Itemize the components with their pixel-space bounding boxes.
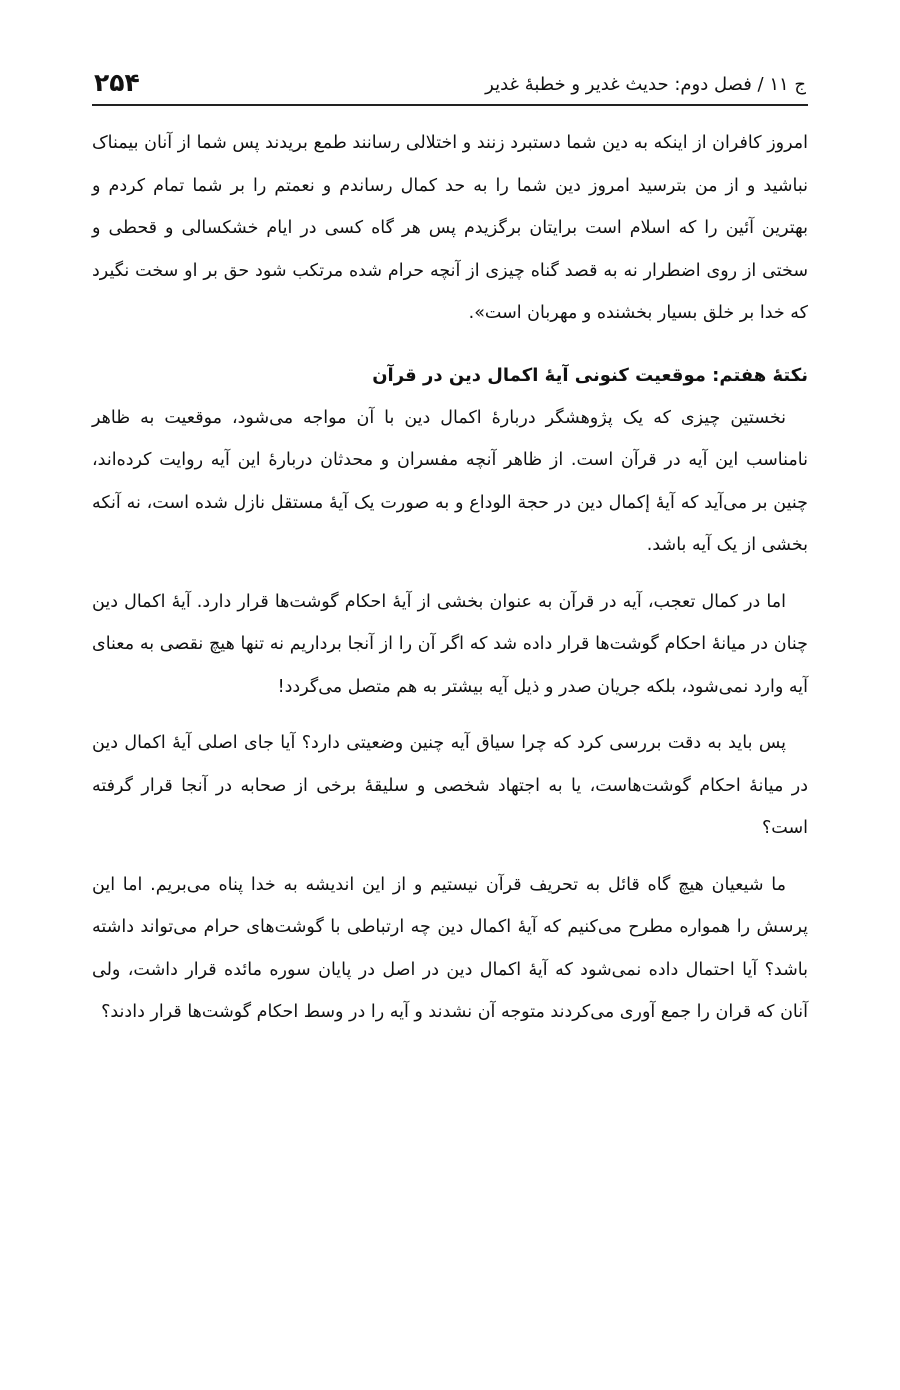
paragraph: اما در کمال تعجب، آیه در قرآن به عنوان بخشی از آیهٔ احکام گوشت‌ها قرار دارد. آیهٔ اکمال دین چنان در میانهٔ احکام گوشت‌ها قرار داده شد که اگر آن را از آنجا برداریم نه تنها هیچ نقصی به معنای آیه وارد نمی‌شود، بلکه جریان صدر و ذیل آیه بیشتر به هم متصل می‌گردد!: [92, 591, 808, 697]
page-number: ۲۵۴: [94, 68, 140, 97]
paragraph-quote-continuation: امروز کافران از اینکه به دین شما دستبرد زنند و اختلالی رسانند طمع بریدند پس شما از آنان بیمناک نباشید و از من بترسید امروز دین شما را به حد کمال رساندم و نعمتم را بر شما تمام کردم و بهترین آئین را که اسلام است برایتان برگزیدم پس هر گاه کسی در ایام خشکسالی و قحطی و سختی از روی اضطرار نه به قصد گناه چیزی از آنچه حرام شده مرتکب شود حق بر او سخت نگیرد که خدا بر خلق بسیار بخشنده و مهربان است».: [92, 133, 808, 323]
section-heading: نکتهٔ هفتم: موقعیت کنونی آیهٔ اکمال دین در قرآن: [372, 364, 808, 386]
paragraph: پس باید به دقت بررسی کرد که چرا سیاق آیه چنین وضعیتی دارد؟ آیا جای اصلی آیهٔ اکمال دین در میانهٔ احکام گوشت‌هاست، یا به اجتهاد شخصی و سلیقهٔ برخی از صحابه در آنجا قرار گرفته است؟: [92, 733, 808, 838]
book-page: [92, 60, 808, 1360]
page-content: [92, 122, 808, 1034]
page-header: [92, 60, 808, 106]
running-title: ج ۱۱ / فصل دوم: حدیث غدیر و خطبهٔ غدیر: [485, 74, 806, 95]
paragraph: ما شیعیان هیچ گاه قائل به تحریف قرآن نیستیم و از این اندیشه به خدا پناه می‌بریم. اما این پرسش را همواره مطرح می‌کنیم که آیهٔ اکمال دین چه ارتباطی با گوشت‌های حرام می‌تواند داشته باشد؟ آیا احتمال داده نمی‌شود که آیهٔ اکمال دین در اصل در پایان سوره مائده قرار داشت، ولی آنان که قران را جمع آوری می‌کردند متوجه آن نشدند و آیه را در وسط احکام گوشت‌ها قرار دادند؟: [92, 874, 808, 1022]
paragraph: نخستین چیزی که یک پژوهشگر دربارهٔ اکمال دین با آن مواجه می‌شود، موقعیت به ظاهر نامناسب این آیه در قرآن است. از ظاهر آنچه مفسران و محدثان دربارهٔ این آیه روایت کرده‌اند، چنین بر می‌آید که آیهٔ إکمال دین در حجة الوداع و به صورت یک آیهٔ مستقل نازل شده است، نه آنکه بخشی از یک آیه باشد.: [92, 407, 808, 555]
